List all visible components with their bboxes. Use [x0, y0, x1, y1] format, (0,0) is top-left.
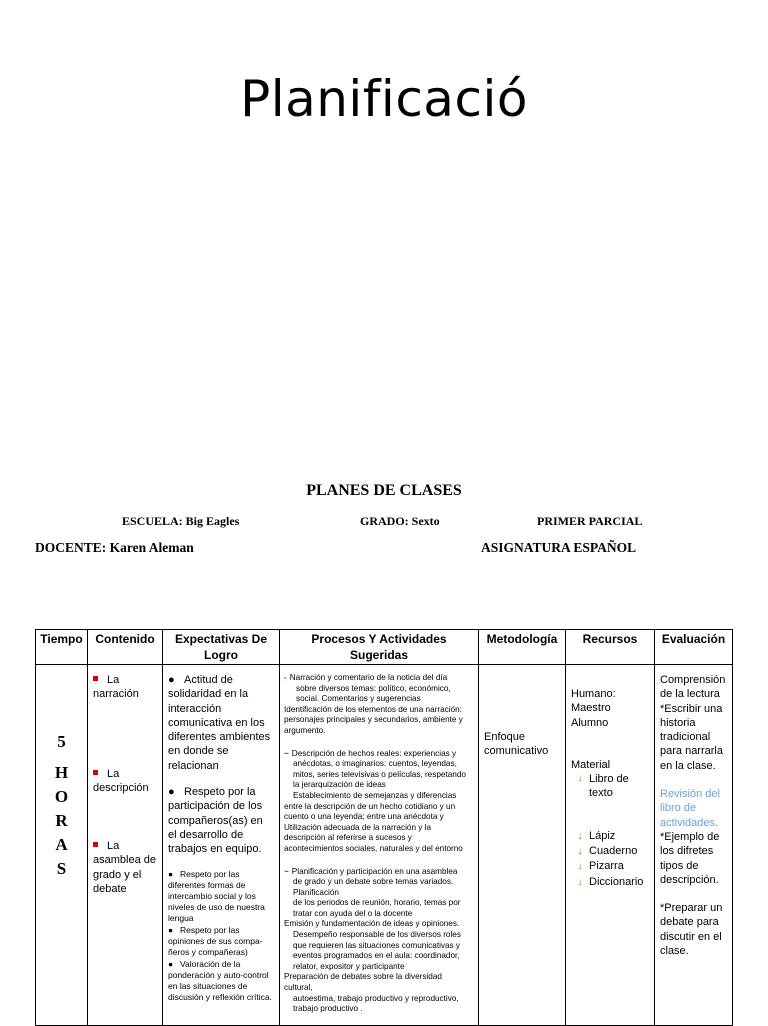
recursos-cell — [566, 665, 655, 1026]
metodologia-text: Enfoque comunicativo — [484, 731, 549, 758]
recursos-otro-item: ↓ Diccionario — [571, 875, 649, 890]
tiempo-number: 5 — [57, 732, 66, 751]
expectativa-item: ● Respeto por la participación de los compañeros(as) en el desarrollo de trabajos en equipo. — [168, 786, 263, 856]
arrow-bullet-icon: ↓ — [577, 861, 583, 873]
contenido-item: La descripción — [93, 768, 149, 795]
recursos-otro-item: ↓ Cuaderno — [571, 844, 649, 859]
red-tilde-bullet-icon: ~ — [284, 866, 289, 876]
evaluacion-text: *Ejemplo de los difretes tipos de descripción. — [660, 830, 720, 886]
table-row — [36, 665, 733, 1026]
contenido-item: La asamblea de grado y el debate — [93, 840, 156, 895]
bullet-dot-icon: ● — [168, 674, 175, 686]
procesos-block-narracion: - Narración y comentario de la noticia del día sobre diversos temas: político, económico, social. Comentarios y sugerencias Identificación de los elementos de una narración: personajes principales y secundarios, ambiente y argumento. — [284, 673, 463, 735]
parcial-label: PRIMER PARCIAL — [537, 514, 643, 528]
asignatura-label: ASIGNATURA ESPAÑOL — [481, 540, 637, 555]
recursos-otro-item: ↓ Pizarra — [571, 859, 649, 874]
header-contenido: Contenido — [88, 630, 163, 665]
recursos-material-item: ↓ Libro de texto — [571, 772, 649, 801]
red-square-bullet-icon — [93, 842, 98, 847]
evaluacion-cell — [655, 665, 733, 1026]
bullet-dot-icon: ● — [168, 786, 175, 799]
header-tiempo: Tiempo — [36, 630, 88, 665]
procesos-cell — [280, 665, 479, 1026]
recursos-humano-item: Alumno — [571, 716, 609, 729]
evaluacion-link-text: Revisión del libro de actividades. — [660, 788, 720, 829]
recursos-material-label: Material — [571, 758, 611, 771]
evaluacion-text: *Preparar un debate para discutir en el clase. — [660, 902, 723, 958]
escuela-label: ESCUELA: Big Eagles — [122, 514, 240, 528]
plan-title: PLANES DE CLASES — [306, 482, 462, 499]
header-metodologia: Metodología — [479, 630, 566, 665]
evaluacion-text: *Escribir una historia tradicional para narrarla en la clase. — [660, 702, 723, 772]
arrow-bullet-icon: ↓ — [577, 846, 583, 858]
document-title: Planificació — [240, 70, 528, 128]
procesos-block-asamblea: ~ Planificación y participación en una asamblea de grado y un debate sobre temas variados. Planificación de los periodos de reunión, horario, temas por tratar con ayuda del o la docente Emisión y fundamentación de ideas y opiniones. Desempeño responsable de los diversos roles que requieren las situaciones comunicativas y eventos programados en el aula: coordinador, relator, expositor y participante Preparación de debates sobre la diversidad cultural, autoestima, trabajo productivo y reproductivo, trabajo productivo . — [284, 866, 461, 1014]
arrow-bullet-icon: ↓ — [577, 876, 583, 888]
tiempo-letter: S — [56, 859, 67, 878]
header-expectativas: Expectativas De Logro — [163, 630, 280, 665]
expectativa-item: ● Actitud de solidaridad en la interacción comunicativa en los diferentes ambientes en donde se relacionan — [168, 674, 271, 772]
red-tilde-bullet-icon: ~ — [284, 748, 289, 758]
red-dash-bullet-icon: - — [284, 673, 287, 682]
tiempo-letter: R — [55, 811, 68, 830]
tiempo-cell — [36, 665, 88, 1026]
recursos-humano-item: Maestro — [571, 702, 611, 715]
expectativa-small-item: ● Respeto por las opiniones de sus compa-ñeros y compañeras) — [168, 924, 263, 957]
evaluacion-text: Comprensión de la lectura — [660, 674, 726, 701]
header-recursos: Recursos — [566, 630, 655, 665]
docente-label: DOCENTE: Karen Aleman — [35, 540, 194, 555]
contenido-item: La narración — [93, 674, 139, 701]
expectativa-small-item: ● Respeto por las diferentes formas de intercambio social y los niveles de uso de nuestra lengua — [168, 868, 265, 923]
red-square-bullet-icon — [93, 676, 98, 681]
metodologia-cell — [479, 665, 566, 1026]
recursos-otro-item: ↓ Lápiz — [571, 829, 649, 844]
tiempo-letter: H — [54, 763, 69, 782]
header-procesos: Procesos Y Actividades Sugeridas — [280, 630, 479, 665]
procesos-block-descripcion: ~ Descripción de hechos reales: experiencias y anécdotas, o imaginarios: cuentos, leyendas, mitos, series televisivas o películas, respetando la jerarquización de ideas Establecimiento de semejanzas y diferencias entre la descripción de un hecho cotidiano y un cuento o una leyenda; entre una anécdota y Utilización adecuada de la narración y la descripción al referirse a sucesos y acontecimientos sociales, naturales y del entorno — [284, 748, 466, 853]
contenido-cell — [88, 665, 163, 1026]
arrow-bullet-icon: ↓ — [577, 830, 583, 842]
red-square-bullet-icon — [93, 770, 98, 775]
table-header-row — [36, 630, 733, 665]
lesson-plan-table — [35, 629, 733, 1026]
expectativa-small-item: ● Valoración de la ponderación y auto-control en las situaciones de discusión y reflexión crítica. — [168, 958, 272, 1002]
grado-label: GRADO: Sexto — [360, 514, 440, 528]
tiempo-letter: O — [54, 787, 69, 806]
arrow-bullet-icon: ↓ — [577, 773, 583, 785]
recursos-humano-label: Humano: — [571, 688, 616, 700]
tiempo-letters — [36, 753, 87, 881]
header-evaluacion: Evaluación — [655, 630, 733, 665]
tiempo-letter: A — [55, 835, 68, 854]
expectativas-small-list — [168, 869, 274, 1003]
expectativas-cell — [163, 665, 280, 1026]
